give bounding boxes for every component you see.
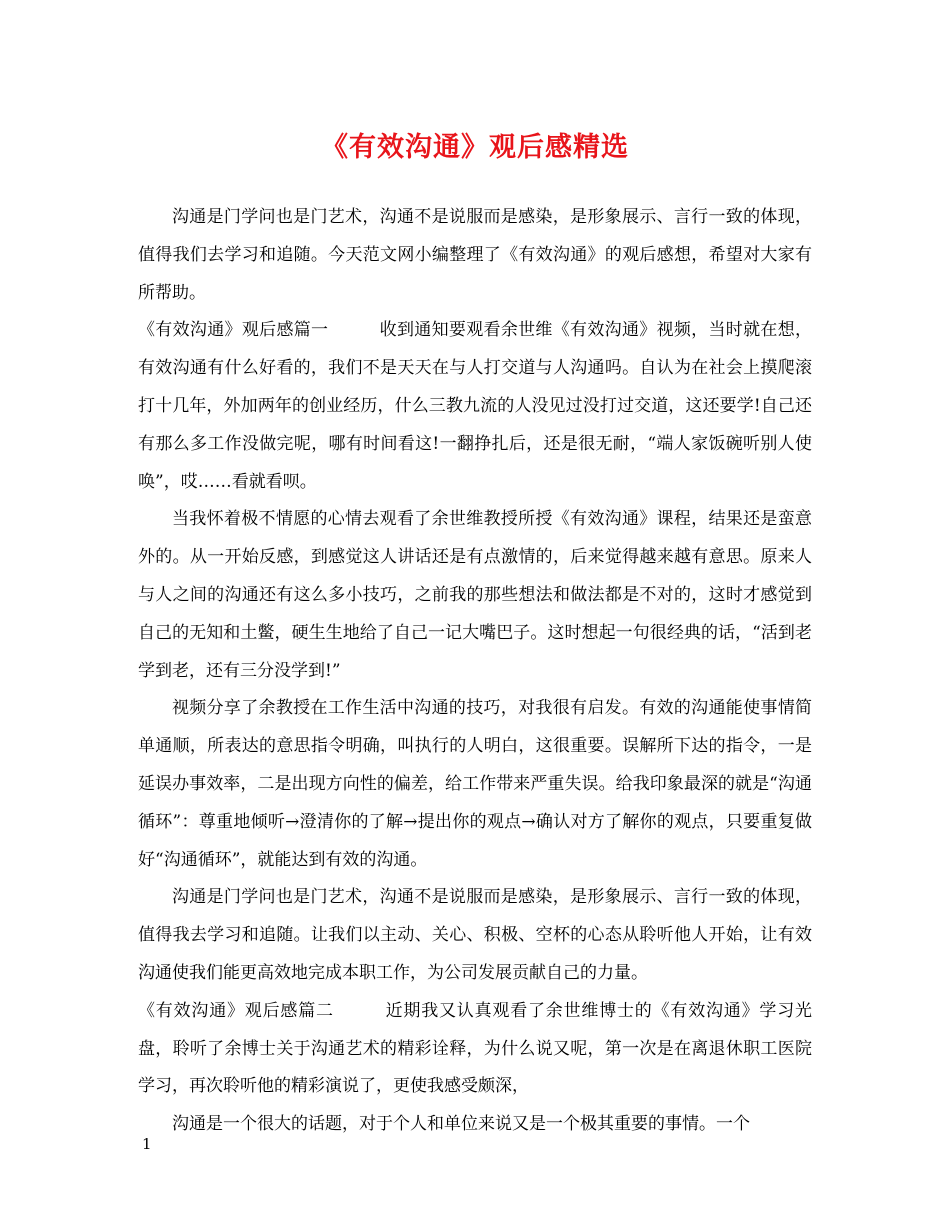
- paragraph-text: 沟通是门学问也是门艺术，沟通不是说服而是感染，是形象展示、言行一致的体现，值得我们去学习和追随。今天范文网小编整理了《有效沟通》的观后感想，希望对大家有所帮助。: [138, 207, 812, 303]
- paragraph-text: 近期我又认真观看了余世维博士的《有效沟通》学习光盘，聆听了余博士关于沟通艺术的精彩诠释，为什么说又呢，第一次是在离退休职工医院学习，再次聆听他的精彩演说了，更使我感受颇深，: [138, 1000, 813, 1097]
- page-title: 《有效沟通》观后感精选: [321, 132, 629, 163]
- section-heading: 《有效沟通》观后感篇二: [138, 1000, 334, 1021]
- paragraph-text: 沟通是门学问也是门艺术，沟通不是说服而是感染，是形象展示、言行一致的体现，值得我去学习和追随。让我们以主动、关心、积极、空杯的心态从聆听他人开始，让有效沟通使我们能更高效地完成本职工作，为公司发展贡献自己的力量。: [138, 887, 812, 983]
- paragraph: [138, 199, 812, 312]
- paragraph-text: 收到通知要观看余世维《有效沟通》视频，当时就在想，有效沟通有什么好看的，我们不是天天在与人打交道与人沟通吗。自认为在社会上摸爬滚打十几年，外加两年的创业经历，什么三教九流的人没见过没打过交道，这还要学!自己还有那么多工作没做完呢，哪有时间看这!一翻挣扎后，还是很无耐，“端人家饭碗听别人使唤”，哎……看就看呗。: [138, 320, 813, 492]
- section-heading: 《有效沟通》观后感篇一: [138, 320, 329, 341]
- paragraph: [138, 879, 812, 992]
- paragraph-text: 当我怀着极不情愿的心情去观看了余世维教授所授《有效沟通》课程，结果还是蛮意外的。从一开始反感，到感觉这人讲话还是有点激情的，后来觉得越来越有意思。原来人与人之间的沟通还有这么多小技巧，之前我的那些想法和做法都是不对的，这时才感觉到自己的无知和土鳖，硬生生地给了自己一记大嘴巴子。这时想起一句很经典的话，“活到老学到老，还有三分没学到!”: [138, 509, 812, 681]
- paragraph: [138, 1106, 812, 1144]
- paragraph: [138, 501, 812, 690]
- paragraph-text: 视频分享了余教授在工作生活中沟通的技巧，对我很有启发。有效的沟通能使事情简单通顺，所表达的意思指令明确，叫执行的人明白，这很重要。误解所下达的指令，一是延误办事效率，二是出现方向性的偏差，给工作带来严重失误。给我印象最深的就是“沟通循环”：尊重地倾听→澄清你的了解→提出你的观点→确认对方了解你的观点，只要重复做好“沟通循环”，就能达到有效的沟通。: [138, 698, 812, 870]
- article-body: [138, 199, 812, 1144]
- page-number: 1: [142, 1135, 152, 1153]
- paragraph: [138, 312, 812, 501]
- paragraph: [138, 690, 812, 879]
- paragraph: [138, 993, 812, 1106]
- paragraph-text: 沟通是一个很大的话题，对于个人和单位来说又是一个极其重要的事情。一个: [172, 1114, 750, 1135]
